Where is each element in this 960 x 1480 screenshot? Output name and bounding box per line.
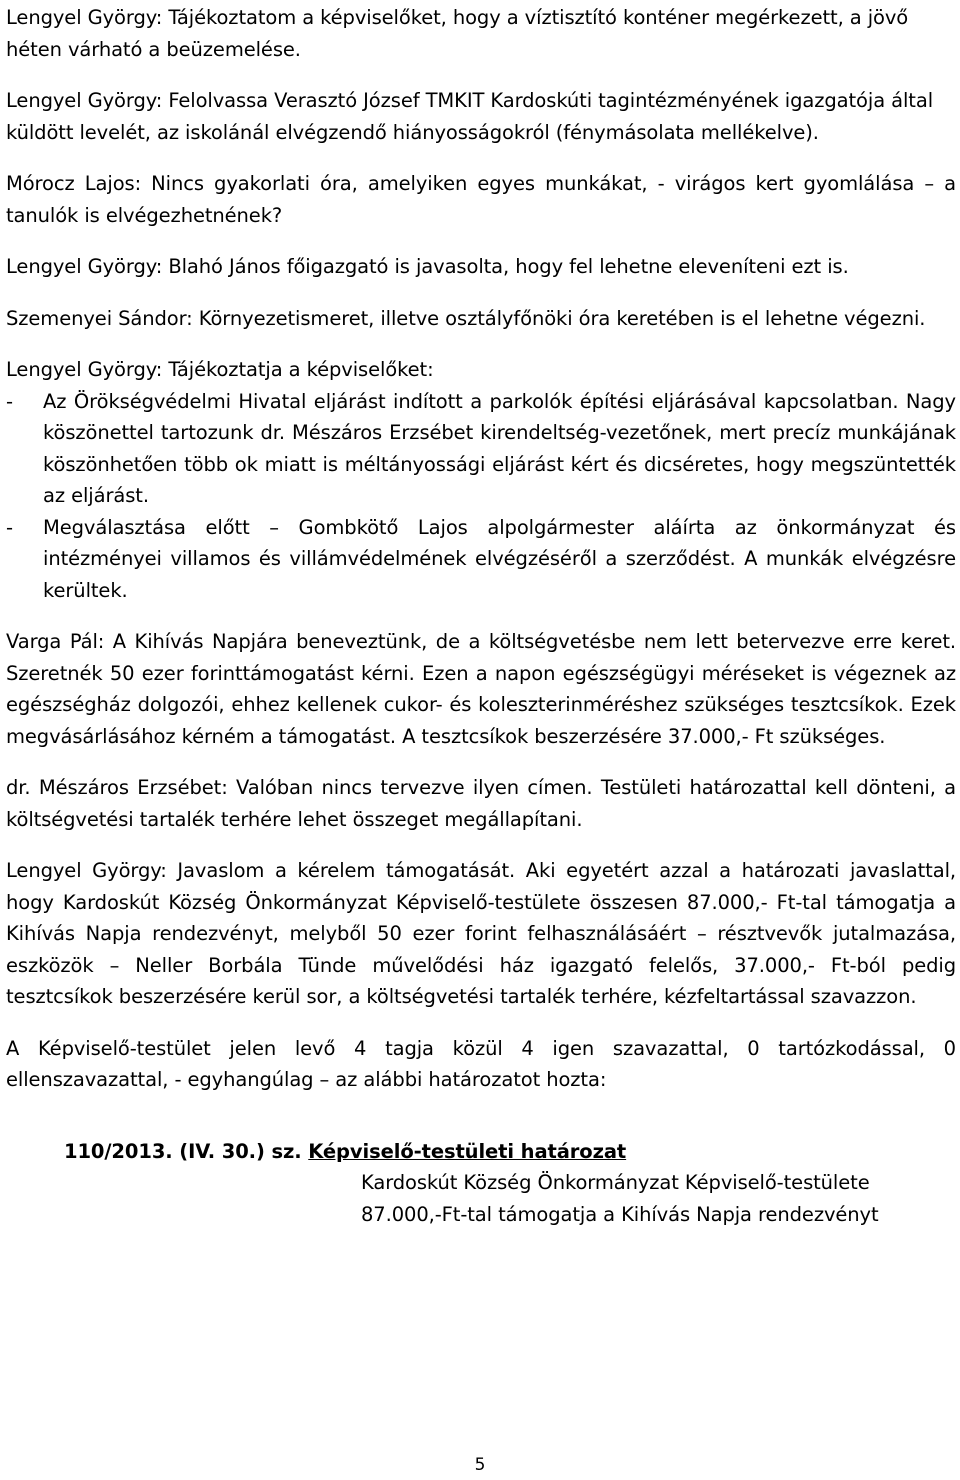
resolution-title: Képviselő-testületi határozat xyxy=(308,1139,627,1163)
resolution-block xyxy=(6,1136,956,1231)
info-item-electrical xyxy=(6,512,956,607)
paragraph-vote-result: A Képviselő-testület jelen levő 4 tagja közül 4 igen szavazattal, 0 tartózkodással, 0 ellenszavazattal, - egyhangúlag – az alábbi határozatot hozta: xyxy=(6,1036,956,1091)
resolution-body-line-1: Kardoskút Község Önkormányzat Képviselő-testülete xyxy=(361,1171,870,1194)
resolution-body-line-2: 87.000,-Ft-tal támogatja a Kihívás Napja rendezvényt xyxy=(361,1202,879,1226)
list-dash: - xyxy=(6,389,13,413)
paragraph-practical-lesson: Mórocz Lajos: Nincs gyakorlati óra, amelyiken egyes munkákat, - virágos kert gyomlálása – a tanulók is elvégezhetnének? xyxy=(6,172,956,227)
info-intro: Lengyel György: Tájékoztatja a képviselőket: xyxy=(6,358,434,381)
paragraph-school-letter: Lengyel György: Felolvassa Verasztó József TMKIT Kardoskúti tagintézményének igazgatója által küldött levelét, az iskolánál elvégzendő hiányosságokról (fénymásolata mellékelve). xyxy=(6,89,934,144)
list-dash: - xyxy=(6,515,13,539)
paragraph-challenge-day-request: Varga Pál: A Kihívás Napjára beneveztünk, de a költségvetésbe nem lett betervezve erre keret. Szeretnék 50 ezer forinttámogatást kérni. Ezen a napon egészségügyi méréseket is végeznek az egészségház dolgozói, ehhez kellenek cukor- és koleszterinméréshez szükséges tesztcsíkok. Ezek megvásárlásához kérném a támogatást. A tesztcsíkok beszerzésére 37.000,- Ft szükséges. xyxy=(6,630,956,748)
info-list xyxy=(6,386,956,607)
resolution-number: 110/2013. (IV. 30.) sz. xyxy=(64,1139,302,1163)
paragraph-revive-suggestion: Lengyel György: Blahó János főigazgató is javasolta, hogy fel lehetne eleveníteni ezt is. xyxy=(6,255,849,278)
document-page xyxy=(6,2,956,1230)
info-item-text: Megválasztása előtt – Gombkötő Lajos alpolgármester aláírta az önkormányzat és intézményei villamos és villámvédelmének elvégzéséről a szerződést. A munkák elvégzésre kerültek. xyxy=(43,515,956,602)
info-section xyxy=(6,354,956,606)
info-item-heritage xyxy=(6,386,956,512)
paragraph-water-purifier: Lengyel György: Tájékoztatom a képviselőket, hogy a víztisztító konténer megérkezett, a jövő héten várható a beüzemelése. xyxy=(6,6,909,61)
resolution-heading xyxy=(6,1136,956,1168)
paragraph-environment-class: Szemenyei Sándor: Környezetismeret, illetve osztályfőnöki óra keretében is el lehetne végezni. xyxy=(6,306,926,330)
info-item-text: Az Örökségvédelmi Hivatal eljárást indított a parkolók építési eljárásával kapcsolatban. Nagy köszönettel tartozunk dr. Mészáros Erzsébet kirendeltség-vezetőnek, mert precíz munkájának köszönhetően több ok miatt is méltányossági eljárást kért és dicséretes, hogy megszüntették az eljárást. xyxy=(43,389,956,507)
paragraph-budget-response: dr. Mészáros Erzsébet: Valóban nincs tervezve ilyen címen. Testületi határozattal kell dönteni, a költségvetési tartalék terhére lehet összeget megállapítani. xyxy=(6,776,956,831)
paragraph-proposal: Lengyel György: Javaslom a kérelem támogatását. Aki egyetért azzal a határozati javaslattal, hogy Kardoskút Község Önkormányzat Képviselő-testülete összesen 87.000,- Ft-tal támogatja a Kihívás Napja rendezvényt, melyből 50 ezer forint felhasználásáért – résztvevők jutalmazása, eszközök – Neller Borbála Tünde művelődési ház igazgató felelős, 37.000,- Ft-ból pedig tesztcsíkok beszerzésére kerül sor, a költségvetési tartalék terhére, kézfeltartással szavazzon. xyxy=(6,859,956,1008)
page-number: 5 xyxy=(474,1455,486,1475)
